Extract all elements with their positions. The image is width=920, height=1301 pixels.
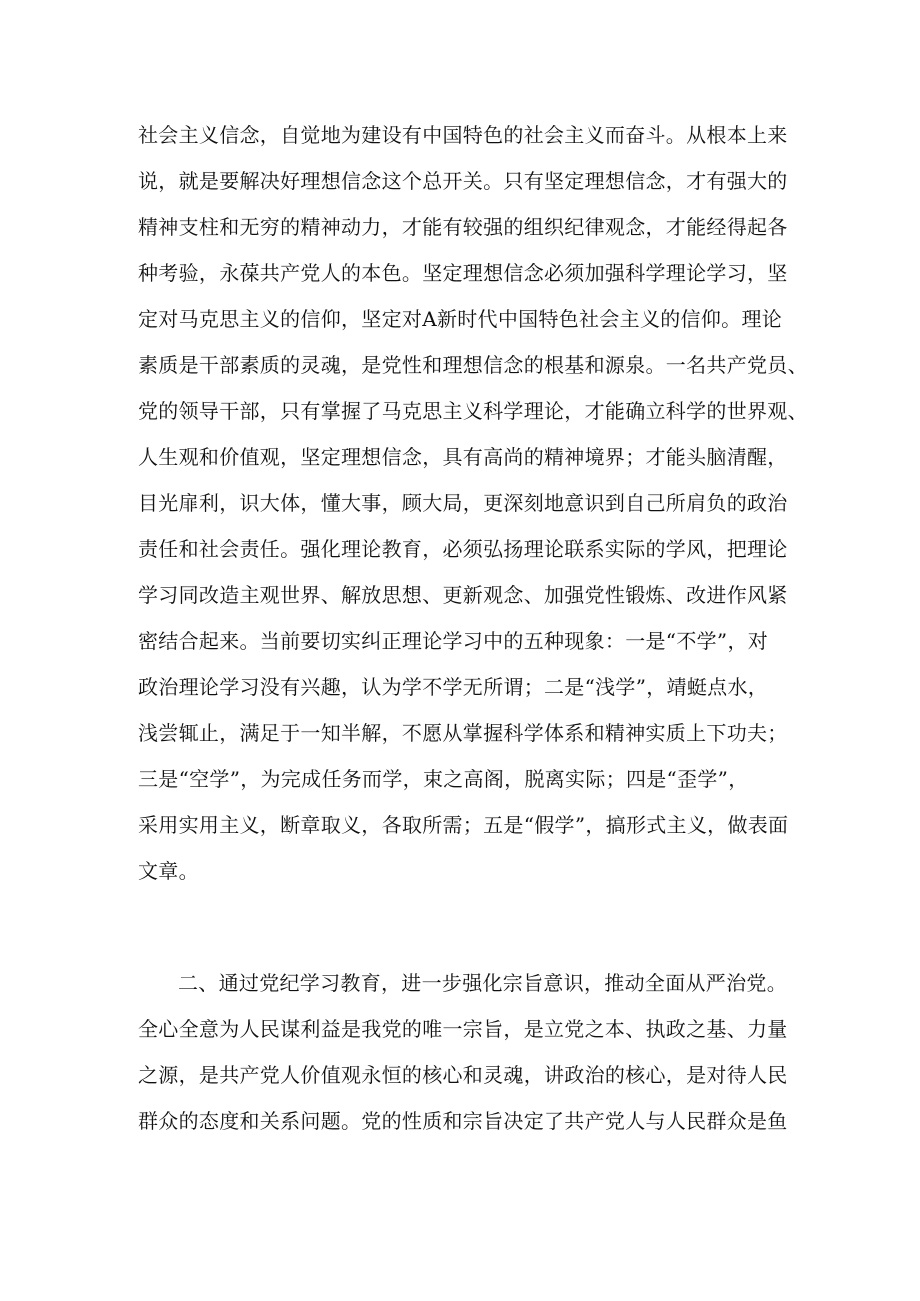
text-line: 群众的态度和关系问题。党的性质和宗旨决定了共产党人与人民群众是鱼 <box>138 1109 788 1133</box>
text-line: 三是“空学”，为完成任务而学，束之高阁，脱离实际；四是“歪学”， <box>138 767 749 791</box>
text-line: 目光扉利，识大体，懂大事，顾大局，更深刻地意识到自己所肩负的政治 <box>138 491 788 515</box>
text-line: 精神支柱和无穷的精神动力，才能有较强的组织纪律观念，才能经得起各 <box>138 215 788 239</box>
text-line: 学习同改造主观世界、解放思想、更新观念、加强党性锻炼、改进作风紧 <box>138 583 788 607</box>
text-line: 党的领导干部，只有掌握了马克思主义科学理论，才能确立科学的世界观、 <box>138 399 808 423</box>
text-line: 密结合起来。当前要切实纠正理论学习中的五种现象：一是“不学”，对 <box>138 629 769 653</box>
text-line: 素质是干部素质的灵魂，是党性和理想信念的根基和源泉。一名共产党员、 <box>138 353 808 377</box>
text-line: 责任和社会责任。强化理论教育，必须弘扬理论联系实际的学风，把理论 <box>138 537 788 561</box>
text-line: 文章。 <box>138 859 199 883</box>
text-line: 浅尝辄止，满足于一知半解，不愿从掌握科学体系和精神实质上下功夫； <box>138 721 788 745</box>
text-line: 社会主义信念，自觉地为建设有中国特色的社会主义而奋斗。从根本上来 <box>138 123 788 147</box>
text-line: 采用实用主义，断章取义，各取所需；五是“假学”，搞形式主义，做表面 <box>138 813 789 837</box>
text-line: 说，就是要解决好理想信念这个总开关。只有坚定理想信念，才有强大的 <box>138 169 788 193</box>
text-line: 定对马克思主义的信仰，坚定对A新时代中国特色社会主义的信仰。理论 <box>138 307 783 331</box>
text-line: 政治理论学习没有兴趣，认为学不学无所谓；二是“浅学”，靖蜓点水， <box>138 675 769 699</box>
text-line: 人生观和价值观，坚定理想信念，具有高尚的精神境界；才能头脑清醒， <box>138 445 788 469</box>
section-heading-line: 二、通过党纪学习教育，进一步强化宗旨意识，推动全面从严治党。 <box>178 971 787 995</box>
text-line: 之源，是共产党人价值观永恒的核心和灵魂，讲政治的核心，是对待人民 <box>138 1063 788 1087</box>
text-line: 全心全意为人民谋利益是我党的唯一宗旨，是立党之本、执政之基、力量 <box>138 1017 788 1041</box>
text-line: 种考验，永葆共产党人的本色。坚定理想信念必须加强科学理论学习，坚 <box>138 261 788 285</box>
